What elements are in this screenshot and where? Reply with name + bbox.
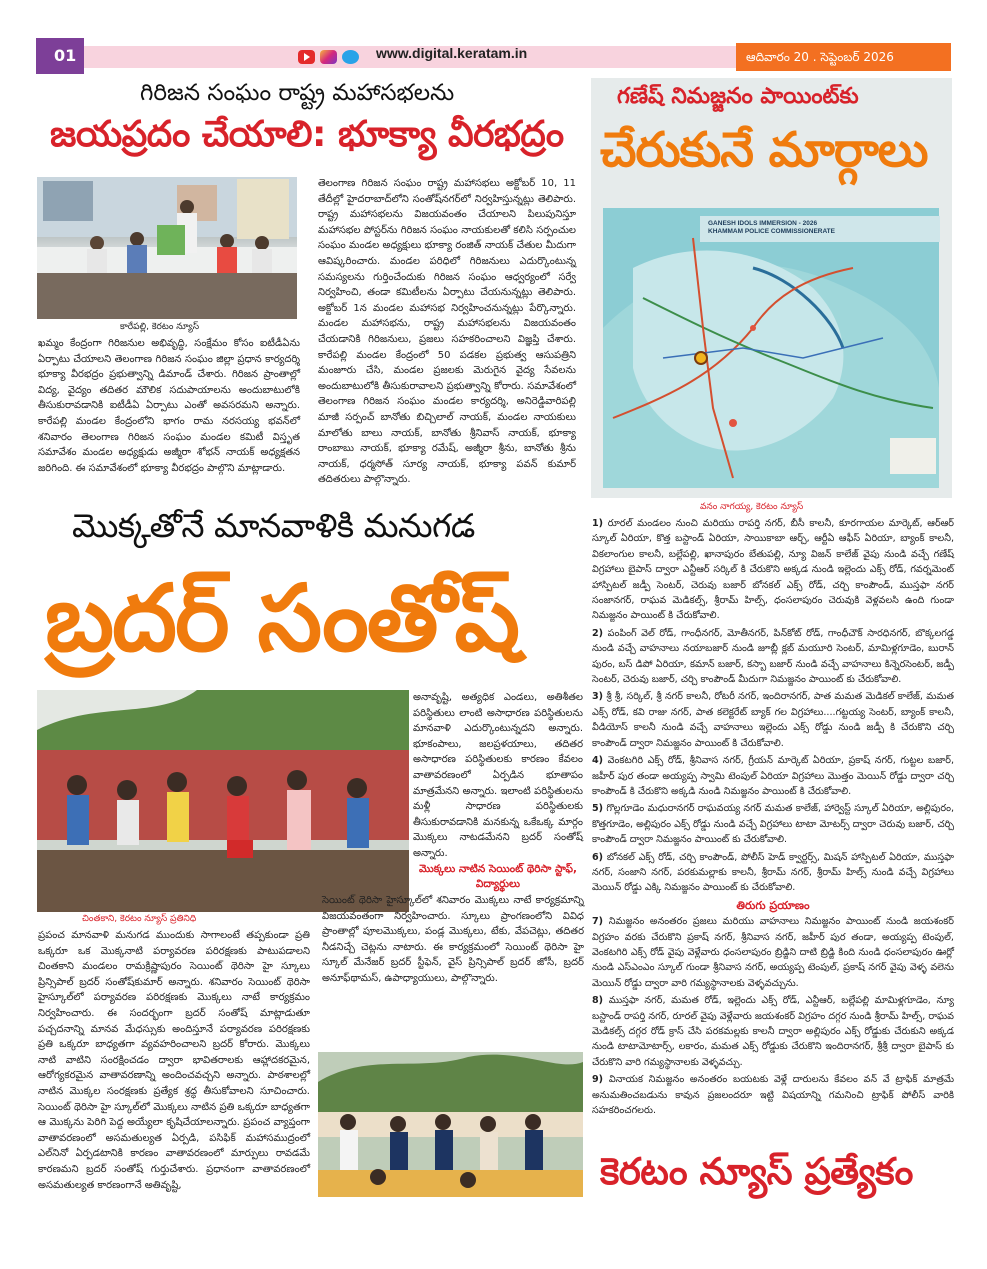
story1-headline: జయప్రదం చేయాలి: భూక్యా వీరభద్రం <box>50 114 564 155</box>
route-list <box>592 516 954 1120</box>
story3-column-left: ప్రపంచ మానవాళి మనుగడ ముందుకు సాగాలంటే తప్పకుండా ప్రతి ఒక్కరూ ఒక మొక్కనాటి పర్యావరణ పరిరక్షణకు పాటుపడాలని చింతకాని మండలం రామక్రిష్ణాపురం సెయింట్ థెరిసా హై స్కూలు ప్రిన్సిపాల్ బ్రదర్ సంతోష్‌కుమార్ అన్నారు. శనివారం సెయింట్ థెరిసా హైస్కూల్‌లో పర్యావరణ పరిరక్షణకు మొక్కలు నాటే కార్యక్రమం నిర్వహించారు. ఈ సందర్భంగా బ్రదర్ సంతోష్ మాట్లాడుతూ పచ్చదనాన్ని మానవ మేధస్సుకు అందిస్తూనే పర్యావరణ పరిరక్షణకు ప్రతి ఒక్కరూ బాధ్యతగా వ్యవహరించాలని బ్రదర్ కోరారు. మొక్కలు నాటి వాటిని సంరక్షించడం ద్వారా భావితరాలకు ఆహ్లాదకరమైన, ఆరోగ్యకరమైన వాతావరణాన్ని అందించవచ్చని అన్నారు. పాఠశాలల్లో నాటిన మొక్కల సంరక్షణకు ప్రత్యేక శ్రద్ధ తీసుకోవాలని సూచించారు. సెయింట్ థెరిసా హై స్కూల్‌లో మొక్కలు నాటిన ప్రతి ఒక్కరూ బాధ్యతగా ఆ మొక్కను పెరిగి పెద్ద అయ్యేలా కృషిచేయాలన్నారు. ప్రపంచ వ్యాప్తంగా వాతావరణంలో అసమతుల్యత ఏర్పడి, పసిఫిక్ మహాసముద్రంలో ఎల్‌నినో ఏర్పడటానికి కారణం వాతావరణంలో మార్పులు రావడమే కారణమని బ్రదర్ సంతోష్ గుర్తుచేశారు. ప్రధానంగా వాతావరణంలో అసమతుల్యత కారణంగానే అతివృష్టి, <box>38 930 310 1191</box>
route-item: 1) రూరల్ మండలం నుంచి మరియు రాపర్తి నగర్, బీసీ కాలనీ, కూరగాయల మార్కెట్, ఆర్ఆర్ స్కూల్ ఏరియా, కొత్త బస్టాండ్ ఏరియా, సాయికాబా ఆర్చ్, ఆర్టీఏ ఆఫీస్ ఏరియా, బ్యాంక్ కాలనీ, వికలాంగుల కాలనీ, బల్లేపల్లి, ఖానాపురం బేతుపల్లి, న్యూ విజన్ కాలేజ్ వైపు నుండి వచ్చే గణేష్ విగ్రహాలు బైపాస్ ద్వారా ఎన్టీఆర్ సర్కిల్ కి చేరుకొని అక్కడ నుండి ఇల్లెందు ఎక్స్ రోడ్, గవర్నమెంట్ హాస్పిటల్ జడ్పీ సెంటర్, చెరువు బజార్ బోనకల్ ఎక్స్ రోడ్, చర్చి కాంపౌండ్, ముస్తఫా నగర్ సంజానగర్, రాఘవ మెడికల్స్, శ్రీరామ్ హిల్స్, ధంసలాపురం చెరువుకి వెళ్లవలసి ఉంది గుండా నిమజ్జనం పాయింట్ కి చేరుకోవాలి. <box>592 518 954 622</box>
story3-subheadline: మొక్కతోనే మానవాళికి మనుగడ <box>72 506 475 545</box>
story2-headline: చేరుకునే మార్గాలు <box>600 122 928 178</box>
social-icons <box>298 50 359 64</box>
map-title-line-1: GANESH IDOLS IMMERSION - 2026 <box>708 220 818 227</box>
story1-subheadline: గిరిజన సంఘం రాష్ట్ర మహాసభలను <box>140 80 455 106</box>
story2-subheadline: గణేష్ నిమజ్జనం పాయింట్‌కు <box>617 84 859 109</box>
route-item: 9) వినాయక నిమజ్జనం అనంతరం బయటకు వెళ్లే దారులను కేవలం వన్ వే ట్రాఫిక్ మాత్రమే అనుమతించబడును కావున ప్రజలందరూ ఇట్టి విషయాన్ని గమనించి ట్రాఫిక్ పోలీస్ వారికి సహకరించగలరు. <box>592 1074 954 1117</box>
story1-caption: కారేపల్లి, కెరటం న్యూస్ <box>120 322 200 332</box>
story3-photo-1 <box>37 690 409 912</box>
map-legend <box>890 438 936 474</box>
story3-photo-2 <box>318 1052 583 1197</box>
issue-date: ఆదివారం 20 . సెప్టెంబర్ 2026 <box>736 43 951 71</box>
story2-credit: వనం నాగయ్య, కెరటం న్యూస్ <box>700 502 804 512</box>
site-url[interactable]: www.digital.keratam.in <box>376 45 528 61</box>
route-item: 7) నిమజ్జనం అనంతరం ప్రజలు మరియు వాహనాలు నిమజ్జనం పాయింట్ నుండి జయశంకర్ విగ్రహం వరకు చేరుకొని ప్రకాష్ నగర్, శ్రీనివాస నగర్, జహీర్ పుర తండా, అయ్యప్ప టెంపుల్, వెంకటగిరి ఎక్స్ రోడ్ వైపు వెళ్లేవారు ధంసలాపురం బ్రిడ్జిని దాటి బ్రిడ్జి కింది నుండి ధంసలాపురం ఊర్లో నుండి ఎస్ఎంఎం స్కూల్ గుండా శ్రీనివాస నగర్, అయ్యప్ప టెంపుల్, ప్రకాష్ నగర్ వైపు వెళ్ళ వలెను మెయిన్ రోడ్డు ద్వారా వారి గమ్యస్థానాలకు వెళ్ళవచ్చును. <box>592 916 954 989</box>
route-item: 2) పంపింగ్ వెల్ రోడ్, గాంధీనగర్, మోతీనగర్, పిన్‌కోట్ రోడ్, గాంధీచౌక్ సారధినగర్, బొక్కలగడ్డ నుండి వచ్చే వాహనాలు నయాబజార్ నుండి జూబ్లీ క్లబ్ మయూరి సెంటర్, మామిళ్లగూడెం, బురాన్ పురం, బస్ డిపో ఏరియా, కమాన్ బజార్, కస్బా బజార్ నుండి వచ్చే వాహనాలు కిన్నెరసెంటర్, జడ్పీ సెంటర్, చెరువు బజార్, చర్చి కాంపౌండ్ మీదుగా నిమజ్జనం పాయింట్ కు చేరుకోవాలి. <box>592 627 954 686</box>
story3-column-right-top: అనావృష్టి, అత్యధిక ఎండలు, అతిశీతల పరిస్థితులు లాంటి అసాధారణ పరిస్థితులను మానవాళి ఎదుర్కొంటున్నదని అన్నారు. భూకంపాలు, జలప్రళయాలు, తదితర అసాధారణ పరిస్థితులకు కారణం కేవలం వాతావరణంలో ఏర్పడిన భూతాపం మాత్రమేనని అన్నారు. ఇలాంటి పరిస్థితులను మళ్లీ సాధారణ పరిస్థితులకు తీసుకురావడానికి మనకున్న ఒకేఒక్క మార్గం మొక్కలు నాటడమేనని బ్రదర్ సంతోష్ అన్నారు. <box>413 692 583 859</box>
story1-photo <box>37 177 297 319</box>
route-item: 6) బోనకల్ ఎక్స్ రోడ్, చర్చి కాంపౌండ్, పోలీస్ హెడ్ క్వార్టర్స్, మిషన్ హాస్పిటల్ ఏరియా, ముస్తఫా నగర్, సంజాని నగర్, పరకుమల్లాకు కాలనీ, శ్రీరామ్ నగర్, శ్రీరామ్ హిల్స్ నుండి వచ్చే విగ్రహాలు మెయిన్ రోడ్డు ఎక్కి నిమజ్జనం పాయింట్ కు చేరుకోవాలి. <box>592 851 954 894</box>
story3-caption: చింతకాని, కెరటం న్యూస్ ప్రతినిధి <box>82 914 197 924</box>
route-item: 4) వెంకటగిరి ఎక్స్ రోడ్, శ్రీనివాస నగర్, గ్రీయన్ మార్కెట్ ఏరియా, ప్రకాష్ నగర్, గుట్టల బజార్, జహీర్ పుర తండా అయ్యప్ప స్వామి టెంపుల్ ఏరియా విగ్రహాలు మొత్తం మెయిన్ రోడ్డు ద్వారా చర్చి కాంపౌండ్ కి చేరుకొని అక్కడి నుండి నిమజ్జనం పాయింట్ కి చేరుకోవాలి. <box>592 755 954 797</box>
twitter-icon[interactable] <box>342 50 359 64</box>
route-map <box>603 208 939 488</box>
map-title-line-2: KHAMMAM POLICE COMMISSIONERATE <box>708 228 835 235</box>
youtube-icon[interactable] <box>298 50 315 64</box>
instagram-icon[interactable] <box>320 50 337 64</box>
map-title <box>700 216 940 242</box>
return-heading: తిరుగు ప్రయాణం <box>736 898 810 912</box>
story3-column-right-bottom: సెయింట్ థెరిసా హైస్కూల్‌లో శనివారం మొక్కలు నాటే కార్యక్రమాన్ని విజయవంతంగా నిర్వహించారు. స్కూలు ప్రాంగణంలోని వివిధ ప్రాంతాల్లో పూలమొక్కలు, పండ్ల మొక్కలు, టేకు, వేపచెట్లు, తదితర నీడనిచ్చే చెట్లను నాటారు. ఈ కార్యక్రమంలో సెయింట్ థెరిసా హై స్కూల్ మేనేజర్ బ్రదర్ స్టీఫెన్, వైస్ ప్రిన్సిపాల్ బ్రదర్ జోసీ, బ్రదర్ అనూఫ్‌థామస్, ఉపాధ్యాయులు, పాల్గొన్నారు. <box>322 895 584 984</box>
special-report-label: కెరటం న్యూస్ ప్రత్యేకం <box>600 1150 913 1193</box>
story1-column-1: ఖమ్మం కేంద్రంగా గిరిజనుల అభివృద్ధి, సంక్షేమం కోసం ఐటీడీఏను ఏర్పాటు చేయాలని తెలంగాణ గిరిజన సంఘం జిల్లా ప్రధాన కార్యదర్శి భూక్యా వీరభద్రం ప్రభుత్వాన్ని డిమాండ్ చేశారు. గిరిజన ప్రాంతాల్లో విద్య, వైద్యం తదితర మౌలిక సదుపాయాలను అందుబాటులోకి తీసుకురావడానికి ఐటీడీఏ ఏర్పాటు ఎంతో అవసరమని అన్నారు. కారేపల్లి మండల కేంద్రంలోని భాగం రామ నరసయ్య భవన్‌లో శనివారం తెలంగాణ గిరిజన సంఘం మండల కమిటీ విస్తృత సమావేశం మండల అధ్యక్షుడు అజ్మీరా శోభన్ నాయక్ అధ్యక్షతన జరిగింది. ఈ సమావేశంలో భూక్యా వీరభద్రం పాల్గొని మాట్లాడారు. <box>38 338 300 474</box>
route-item: 5) గొల్లగూడెం మధురానగర్ రాఘవయ్య నగర్ మమత కాలేజ్, హార్వెస్ట్ స్కూల్ ఏరియా, అల్లిపురం, కొత్తగూడెం, అల్లిపురం ఎక్స్ రోడ్డు నుండి వచ్చే విగ్రహాలు టాటా మోటర్స్ ద్వారా చెరువు బజార్, చర్చి కాంపౌండ్ ద్వారా నిమజ్జనం పాయింట్ కు చేరుకోవాలి. <box>592 803 954 846</box>
route-item: 8) ముస్తఫా నగర్, మమత రోడ్, ఇల్లెందు ఎక్స్ రోడ్, ఎన్టీఆర్, బల్లేపల్లి మామిళ్లగూడెం, న్యూ బస్టాండ్ రాపర్తి నగర్, రూరల్ వైపు వెళ్లేవారు జయశంకర్ విగ్రహం దగ్గర నుండి శ్రీరామ్ హిల్స్, రాఘవ మెడికల్స్ దగ్గర రోడ్ క్రాస్ చేసి పరకమల్లకు కాలనీ ద్వారా అల్లిపురం ఎక్స్ రోడ్డుకు చేరుకుని అక్కడ నుండి టాటామోటార్స్, లకారం, మమత ఎక్స్ రోడ్డుకు చేరుకొని ఇందిరానగర్, శ్రీశ్రీ ద్వారా బైపాస్ కు చేరుకొని వారి గమ్యస్థానాలకు వెళ్ళవచ్చు. <box>592 995 955 1068</box>
story3-subhead: మొక్కలు నాటిన సెయింట్ థెరిసా స్టాఫ్, విద్యార్థులు <box>419 863 577 890</box>
story3-headline: బ్రదర్ సంతోష్ <box>45 565 519 672</box>
page-header <box>36 38 951 74</box>
story1-column-2: తెలంగాణ గిరిజన సంఘం రాష్ట్ర మహాసభలు అక్టోబర్ 10, 11 తేదీల్లో హైదరాబాద్‌లోని సంతోష్‌నగర్‌లో నిర్వహిస్తున్నట్లు తెలిపారు. రాష్ట్ర మహాసభలను విజయవంతం చేయాలని పిలుపునిస్తూ మహాసభల పోస్టర్‌ను గిరిజన సంఘం నాయకులతో కలిసి సర్పంచుల సంఘం మండల అధ్యక్షులు భూక్యా రంజిత్ నాయక్ చేతుల మీదుగా ఆవిష్కరించారు. మండల పరిధిలో గిరిజనులు ఎదుర్కొంటున్న సమస్యలను గుర్తించేందుకు గిరిజన సంఘం ఆధ్వర్యంలో సర్వే నిర్వహించి, తండా కమిటీలను ఏర్పాటు చేయనున్నట్లు తెలిపారు. అక్టోబర్ 1న మండల మహాసభ నిర్వహించనున్నట్లు పేర్కొన్నారు. మండల మహాసభను, రాష్ట్ర మహాసభలను విజయవంతం చేయడానికి గిరిజనులు, ప్రజలు సహకరించాలని విజ్ఞప్తి చేశారు. కారేపల్లి మండల కేంద్రంలో 50 పడకల ప్రభుత్వ ఆసుపత్రిని మంజూరు చేసి, మండల ప్రజలకు మెరుగైన వైద్య సేవలను అందుబాటులోకి తీసుకురావాలని ప్రభుత్వాన్ని కోరారు. సమావేశంలో తెలంగాణ గిరిజన సంఘం మండల కార్యదర్శి, అనిరెడ్డివారిపల్లి మాజీ సర్పంచ్ బానోతు బిచ్చిలాల్ నాయక్, మండల నాయకులు మాలోతు బాలు నాయక్, బానోతు శ్రీనివాస్ నాయక్, భూక్యా రాంబాబు నాయక్, భూక్యా రమేష్, అజ్మీరా శ్రీను, బానోతు శ్రీను నాయక్, ధర్మసోత్ సూర్య నాయక్, భూక్యా పవన్ కుమార్ తదితరులు పాల్గొన్నారు. <box>318 178 576 486</box>
route-item: 3) శ్రీ శ్రీ, సర్కిల్, శ్రీ నగర్ కాలనీ, రోటరీ నగర్, ఇందిరానగర్, పాత మమత మెడికల్ కాలేజ్, మమత ఎక్స్ రోడ్, కవి రాజు నగర్, పాత కలెక్టరేట్ బ్యాక్ గల విగ్రహాలు....గట్టయ్య సెంటర్, బ్యాంక్ కాలనీ, వీడియోస్ కాలనీ నుండి వచ్చే వాహనాలు ఇల్లెందు ఎక్స్ రోడ్డు నుండి జడ్పీ కి చేరుకొని చర్చి కాంపౌండ్ ద్వారా నిమజ్జనం పాయింట్ కి చేరుకోవాలి. <box>592 691 954 749</box>
page-number: 01 <box>36 38 84 74</box>
